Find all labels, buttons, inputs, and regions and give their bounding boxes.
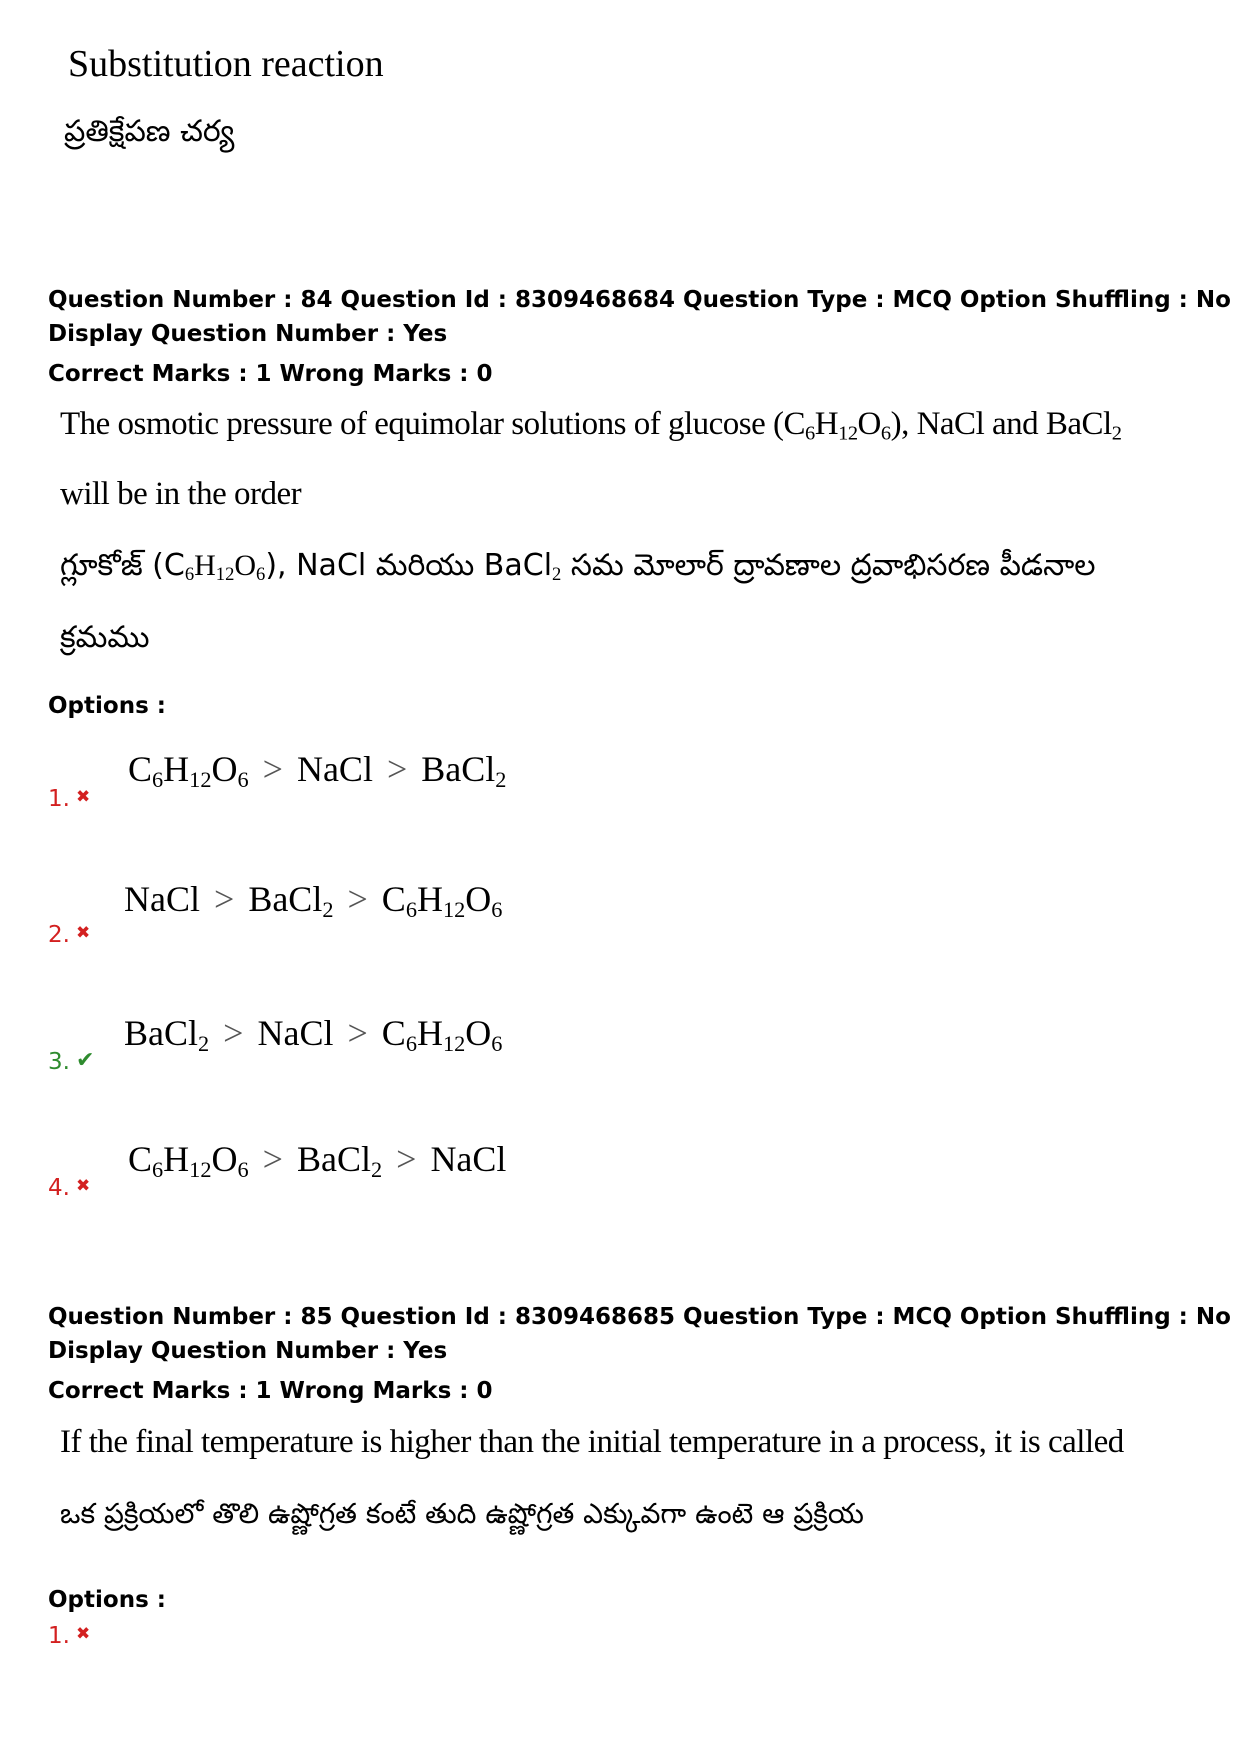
q85-meta-line1: Question Number : 85 Question Id : 8309468685 Question Type : MCQ Option Shuffling : No <box>48 1304 1231 1330</box>
wrong-mark-icon: ✖ <box>75 787 91 807</box>
q84-option-1-number: 1. ✖ <box>48 786 91 812</box>
prev-answer-english: Substitution reaction <box>68 43 384 85</box>
q84-option-2-formula: NaCl > BaCl$_2$ > $C_6H_{12}O_6$ <box>124 879 503 923</box>
q84-options-label: Options : <box>48 693 166 719</box>
q84-option-4-number: 4. ✖ <box>48 1175 91 1201</box>
q84-stem-telugu-line2: క్రమము <box>60 620 150 655</box>
q84-meta-line2: Display Question Number : Yes <box>48 321 448 347</box>
q84-stem-english-line1: The osmotic pressure of equimolar solutions of glucose $(C_6H_{12}O_6)$, NaCl and BaCl$_2$ <box>60 406 1122 445</box>
wrong-mark-icon: ✖ <box>75 1624 91 1644</box>
q84-stem-telugu-line1: గ్లూకోజ్ $(C_6H_{12}O_6)$, NaCl మరియు BaCl$_2$ సమ మోలార్ ద్రావణాల ద్రవాభిసరణ పీడనాల <box>60 548 1096 586</box>
q85-option-1-number: 1. ✖ <box>48 1623 91 1649</box>
q84-option-2-number: 2. ✖ <box>48 922 91 948</box>
wrong-mark-icon: ✖ <box>75 1176 91 1196</box>
q84-stem-english-line2: will be in the order <box>60 476 302 512</box>
q84-option-1-formula: $C_6H_{12}O_6$ > NaCl > BaCl$_2$ <box>128 749 507 793</box>
check-mark-icon: ✔ <box>75 1048 95 1073</box>
q84-option-4-formula: $C_6H_{12}O_6$ > BaCl$_2$ > NaCl <box>128 1139 507 1183</box>
q84-option-3-formula: BaCl$_2$ > NaCl > $C_6H_{12}O_6$ <box>124 1013 503 1057</box>
q84-option-3-number: 3. ✔ <box>48 1048 95 1075</box>
q84-meta-line1: Question Number : 84 Question Id : 8309468684 Question Type : MCQ Option Shuffling : No <box>48 287 1231 313</box>
q84-marks: Correct Marks : 1 Wrong Marks : 0 <box>48 361 493 387</box>
q85-marks: Correct Marks : 1 Wrong Marks : 0 <box>48 1378 493 1404</box>
q85-options-label: Options : <box>48 1587 166 1613</box>
q85-stem-english: If the final temperature is higher than the initial temperature in a process, it is called <box>60 1424 1124 1460</box>
q85-stem-telugu: ఒక ప్రక్రియలో తొలి ఉష్ణోగ్రత కంటే తుది ఉష్ణోగ్రత ఎక్కువగా ఉంటె ఆ ప్రక్రియ <box>60 1497 864 1530</box>
prev-answer-telugu: ప్రతిక్షేపణ చర్య <box>64 114 235 149</box>
wrong-mark-icon: ✖ <box>75 923 91 943</box>
q85-meta-line2: Display Question Number : Yes <box>48 1338 448 1364</box>
